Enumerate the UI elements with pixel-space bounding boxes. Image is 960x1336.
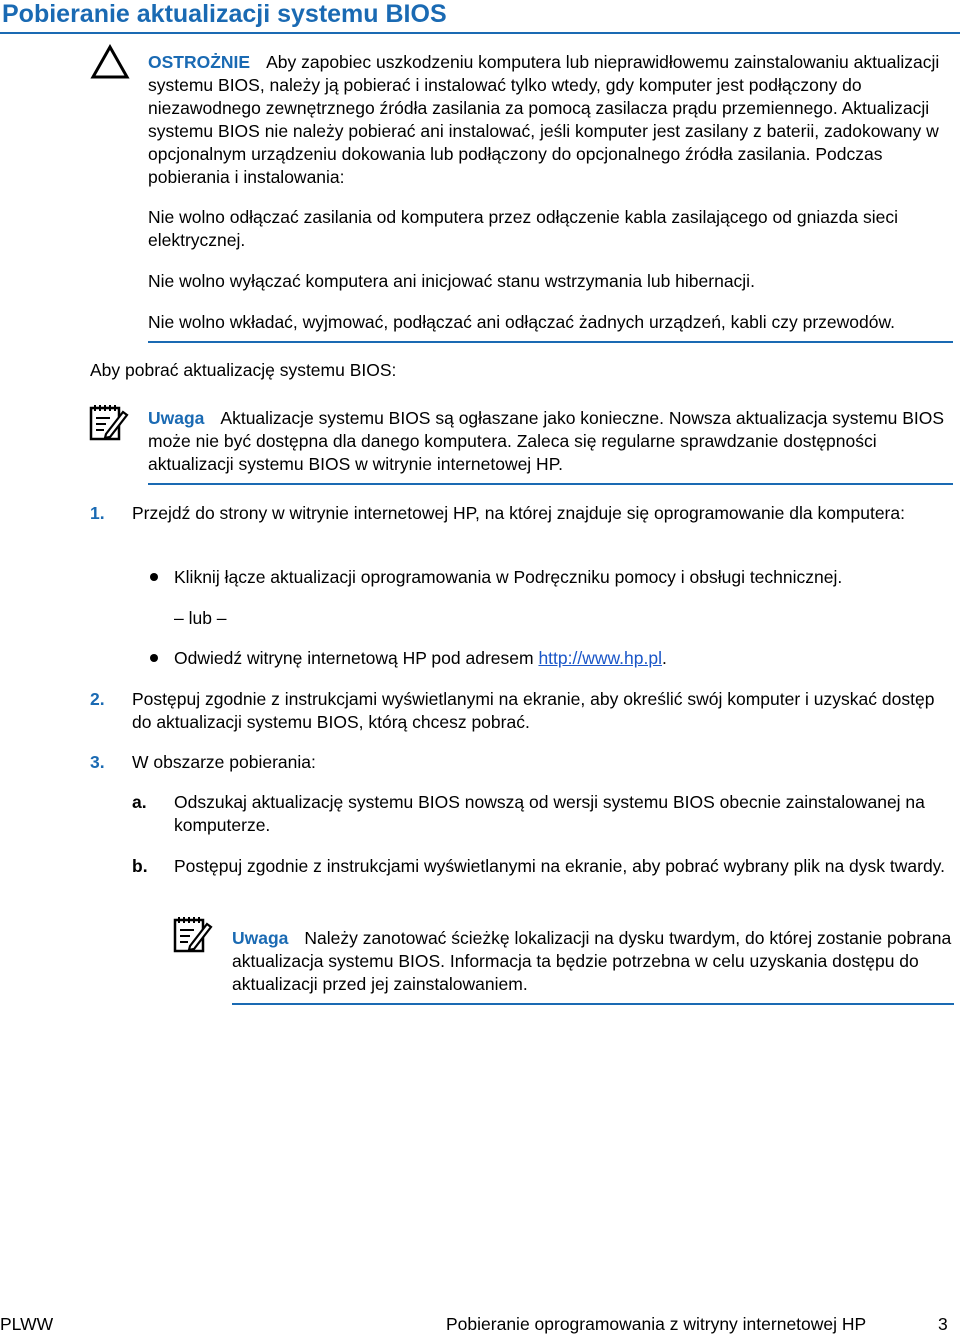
step-number: 1. <box>90 503 105 523</box>
caution-paragraph <box>148 51 958 189</box>
note2-label: Uwaga <box>232 928 289 948</box>
hp-website-link[interactable]: http://www.hp.pl <box>538 648 662 668</box>
bullet-text <box>174 647 954 670</box>
step-text: Przejdź do strony w witrynie internetowej HP, na której znajduje się oprogramowanie dla komputera: <box>132 503 905 523</box>
caution-item: Nie wolno wyłączać komputera ani inicjować stanu wstrzymania lub hibernacji. <box>148 271 755 291</box>
substep-label: a. <box>132 792 147 812</box>
note1-paragraph <box>148 407 958 476</box>
caution-label: OSTROŻNIE <box>148 52 251 72</box>
bullet2-prefix: Odwiedź witrynę internetową HP pod adresem <box>174 648 539 668</box>
step-text: W obszarze pobierania: <box>132 752 316 772</box>
note1-label: Uwaga <box>148 408 205 428</box>
note2-paragraph <box>232 927 957 996</box>
page-title: Pobieranie aktualizacji systemu BIOS <box>2 0 447 28</box>
note2-divider <box>232 1003 954 1005</box>
substep-text: Odszukaj aktualizację systemu BIOS nowszą od wersji systemu BIOS obecnie zainstalowanej na komputerze. <box>174 792 925 835</box>
title-divider <box>0 32 960 34</box>
substep-label: b. <box>132 856 148 876</box>
bullet-dot <box>150 654 158 662</box>
warning-triangle-icon <box>90 44 130 80</box>
note1-divider <box>148 483 953 485</box>
substep-text: Postępuj zgodnie z instrukcjami wyświetlanymi na ekranie, aby pobrać wybrany plik na dysk twardy. <box>174 856 945 876</box>
bullet2-suffix: . <box>662 648 667 668</box>
footer-page-number: 3 <box>938 1314 948 1334</box>
step-text: Postępuj zgodnie z instrukcjami wyświetlanymi na ekranie, aby określić swój komputer i uzyskać dostęp do aktualizacji systemu BIOS, którą chcesz pobrać. <box>132 689 935 732</box>
footer-center: Pobieranie oprogramowania z witryny internetowej HP <box>446 1314 867 1334</box>
or-separator: – lub – <box>174 608 227 628</box>
bullet-dot <box>150 573 158 581</box>
note2-text: Należy zanotować ścieżkę lokalizacji na dysku twardym, do której zostanie pobrana aktualizacja systemu BIOS. Informacja ta będzie potrzebna w celu uzyskania dostępu do aktualizacji przed jej zainstalowaniem. <box>232 928 952 994</box>
step-number: 3. <box>90 752 105 772</box>
caution-item: Nie wolno wkładać, wyjmować, podłączać ani odłączać żadnych urządzeń, kabli czy przewodów. <box>148 312 896 332</box>
bullet-text: Kliknij łącze aktualizacji oprogramowania w Podręczniku pomocy i obsługi technicznej. <box>174 567 843 587</box>
note1-text: Aktualizacje systemu BIOS są ogłaszane jako konieczne. Nowsza aktualizacja systemu BIOS może nie być dostępna dla danego komputera. Zaleca się regularne sprawdzanie dostępności aktualizacji systemu BIOS w witrynie internetowej HP. <box>148 408 945 474</box>
intro-text: Aby pobrać aktualizację systemu BIOS: <box>90 360 397 380</box>
note-pencil-icon <box>88 402 130 442</box>
caution-item: Nie wolno odłączać zasilania od komputera przez odłączenie kabla zasilającego od gniazda sieci elektrycznej. <box>148 207 899 250</box>
caution-divider <box>148 341 953 343</box>
footer-left: PLWW <box>0 1314 54 1334</box>
note-pencil-icon <box>172 914 214 954</box>
step-number: 2. <box>90 689 105 709</box>
caution-text: Aby zapobiec uszkodzeniu komputera lub nieprawidłowemu zainstalowaniu aktualizacji systemu BIOS, należy ją pobierać i instalować tylko wtedy, gdy komputer jest podłączony do niezawodnego zewnętrznego źródła zasilania za pomocą zasilacza prądu przemiennego. Aktualizacji systemu BIOS nie należy pobierać ani instalować, jeśli komputer jest zasilany z baterii, zadokowany w opcjonalnym urządzeniu dokowania lub podłączony do opcjonalnego źródła zasilania. Podczas pobierania i instalowania: <box>148 52 940 187</box>
